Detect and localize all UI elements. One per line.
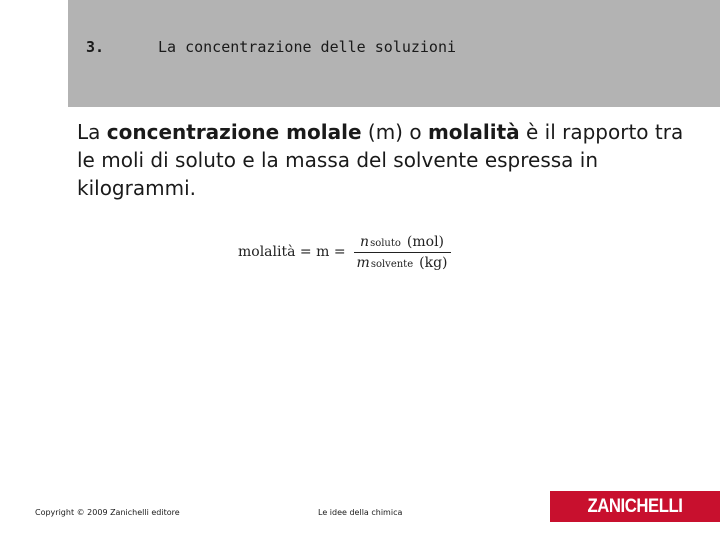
footer-copyright: Copyright © 2009 Zanichelli editore: [35, 508, 180, 517]
definition-text-1: La: [77, 120, 107, 144]
denominator-variable: m: [356, 254, 370, 271]
zanichelli-logo: [550, 491, 720, 522]
formula-numerator: [357, 234, 447, 250]
numerator-subscript: soluto: [370, 237, 401, 249]
denominator-subscript: solvente: [370, 258, 414, 270]
definition-text-3: è il rapporto tra le moli di soluto e la massa del solvente espressa in kilogrammi.: [77, 120, 684, 200]
molality-formula: [238, 228, 451, 276]
formula-lhs: molalità = m =: [238, 244, 346, 260]
numerator-unit: (mol): [406, 233, 445, 250]
logo-text: ZANICHELLI: [587, 495, 683, 517]
term-molalita: molalità: [427, 120, 520, 144]
formula-fraction: [354, 234, 451, 271]
section-number: 3.: [86, 38, 105, 56]
denominator-unit: (kg): [419, 254, 448, 271]
definition-paragraph: [77, 118, 697, 202]
numerator-variable: n: [360, 233, 370, 250]
fraction-bar: [354, 252, 451, 253]
section-title: La concentrazione delle soluzioni: [158, 38, 457, 56]
definition-text-2: (m) o: [361, 120, 428, 144]
formula-denominator: [354, 255, 451, 271]
footer-book-title: Le idee della chimica: [318, 508, 403, 517]
term-concentrazione-molale: concentrazione molale: [106, 120, 362, 144]
